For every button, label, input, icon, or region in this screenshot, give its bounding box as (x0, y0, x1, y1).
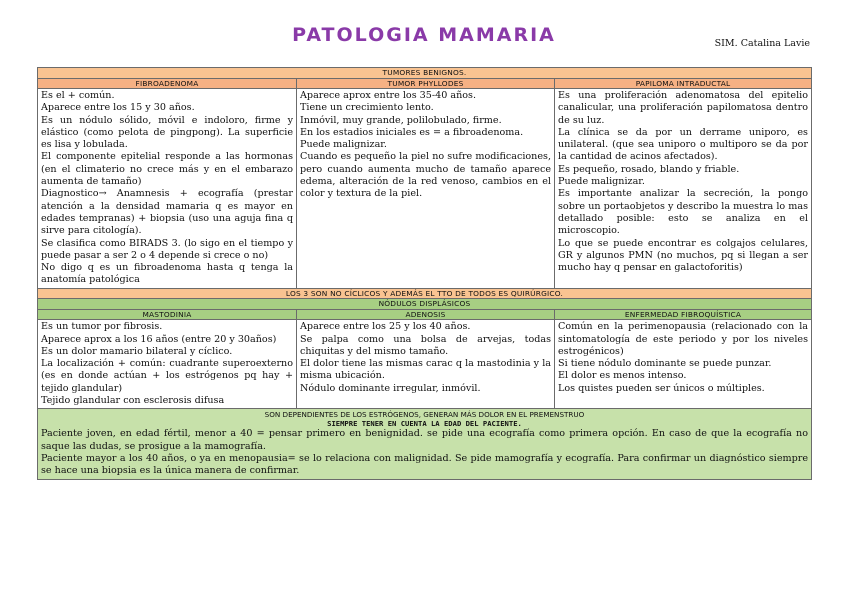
note-paragraph-mayor: Paciente mayor a los 40 años, o ya en menopausia= se lo relaciona con malignidad. Se pide mamografía y ecografía. Para confirmar un diagnóstico siempre se hace una biopsia es la única manera de confirmar. (41, 452, 808, 477)
mastodinia-cell (38, 320, 297, 409)
dysplastic-section-header: NÓDULOS DISPLÁSICOS (38, 299, 812, 310)
note-line-estrogenos: SON DEPENDIENTES DE LOS ESTRÓGENOS, GENERAN MÁS DOLOR EN EL PREMENSTRUO (264, 410, 585, 420)
enfermedad-fibroquistica-cell (555, 320, 812, 409)
column-header-mastodinia: MASTODINIA (38, 309, 297, 320)
list-item: Lo que se puede encontrar es colgajos celulares, GR y algunos PMN (no muchos, pq si llegan a ser mucho hay q pensar en galactoforitis) (558, 237, 808, 274)
list-item: La localización + común: cuadrante superoexterno (es en donde actúan + los estrógenos pq hay + tejido glandular) (41, 358, 293, 394)
page-title: PATOLOGIA MAMARIA (292, 24, 556, 46)
list-item: Es una proliferación adenomatosa del epitelio canalicular, una proliferación papilomatosa dentro de su luz. (558, 90, 808, 126)
list-item: Inmóvil, muy grande, polilobulado, firme. (300, 114, 502, 126)
list-item: Aparece aprox a los 16 años (entre 20 y 30años) (41, 333, 277, 345)
author-name: SIM. Catalina Lavie (714, 38, 810, 49)
list-item: Tejido glandular con esclerosis difusa (41, 395, 225, 407)
column-header-adenosis: ADENOSIS (297, 309, 555, 320)
benign-footer-note: LOS 3 SON NO CÍCLICOS Y ADEMÁS EL TTO DE TODOS ES QUIRÚRGICO. (38, 288, 812, 299)
list-item: Aparece aprox entre los 35-40 años. (300, 90, 477, 101)
list-item: Los quistes pueden ser únicos o múltiples. (558, 382, 765, 394)
pathology-table (37, 67, 812, 480)
adenosis-cell (297, 320, 555, 409)
list-item: Nódulo dominante irregular, inmóvil. (300, 382, 481, 394)
column-header-tumor-phyllodes: TUMOR PHYLLODES (297, 78, 555, 89)
list-item: Puede malignizar. (558, 176, 645, 188)
list-item: Es pequeño, rosado, blando y friable. (558, 163, 740, 175)
list-item: Diagnostico→ Anamnesis + ecografía (prestar atención a la densidad mamaria q es mayor en edades tempranas) + biopsia (uso una aguja fina q sirve para citología). (41, 188, 293, 237)
list-item: En los estadios iniciales es = a fibroadenoma. (300, 126, 524, 138)
list-item: Común en la perimenopausia (relacionado con la sintomatología de este periodo y por los niveles estrogénicos) (558, 321, 808, 357)
list-item: Cuando es pequeño la piel no sufre modificaciones, pero cuando aumenta mucho de tamaño aparece edema, alteración de la red venoso, cambios en el color y textura de la piel. (300, 151, 551, 200)
fibroadenoma-cell (38, 89, 297, 289)
list-item: Se palpa como una bolsa de arvejas, todas chiquitas y del mismo tamaño. (300, 333, 551, 357)
list-item: La clínica se da por un derrame uniporo, es unilateral. (que sea uniporo o multiporo se da por la cantidad de acinos afectados). (558, 126, 808, 163)
column-header-papiloma: PAPILOMA INTRADUCTAL (555, 78, 812, 89)
list-item: Es importante analizar la secreción, la pongo sobre un portaobjetos y describo la muestra lo mas detallado posible: esto se analiza en el microscopio. (558, 188, 808, 237)
list-item: Es un nódulo sólido, móvil e indoloro, firme y elástico (como pelota de pingpong). La superficie es lisa y lobulada. (41, 114, 293, 151)
list-item: Se clasifica como BIRADS 3. (lo sigo en el tiempo y puede pasar a ser 2 o 4 depende si crece o no) (41, 237, 293, 261)
dysplastic-note (38, 409, 812, 479)
list-item: Si tiene nódulo dominante se puede punzar. (558, 358, 772, 370)
list-item: Aparece entre los 25 y los 40 años. (300, 321, 471, 333)
note-paragraph-joven: Paciente joven, en edad fértil, menor a 40 = pensar primero en benignidad. se pide una ecografía como primera opción. En caso de que la ecografía no saque las dudas, se prosigue a la mamografía. (41, 428, 808, 452)
list-item: No digo q es un fibroadenoma hasta q tenga la anatomía patológica (41, 262, 293, 286)
column-header-enfermedad-fibroquistica: ENFERMEDAD FIBROQUÍSTICA (555, 309, 812, 320)
list-item: El componente epitelial responde a las hormonas (en el climaterio no crece más y en el embarazo aumenta de tamaño) (41, 151, 293, 188)
note-line-edad: SIEMPRE TENER EN CUENTA LA EDAD DEL PACIENTE. (327, 419, 522, 429)
tumor-phyllodes-cell (297, 89, 555, 289)
list-item: Puede malignizar. (300, 139, 387, 151)
list-item: El dolor es menos intenso. (558, 370, 687, 382)
list-item: Es el + común. (41, 90, 115, 101)
papiloma-cell (555, 89, 812, 289)
list-item: Es un dolor mamario bilateral y cíclico. (41, 345, 233, 357)
list-item: Es un tumor por fibrosis. (41, 321, 163, 333)
list-item: Tiene un crecimiento lento. (300, 102, 434, 114)
list-item: Aparece entre los 15 y 30 años. (41, 102, 195, 114)
benign-section-header: TUMORES BENIGNOS. (38, 68, 812, 79)
column-header-fibroadenoma: FIBROADENOMA (38, 78, 297, 89)
list-item: El dolor tiene las mismas carac q la mastodinia y la misma ubicación. (300, 358, 551, 382)
